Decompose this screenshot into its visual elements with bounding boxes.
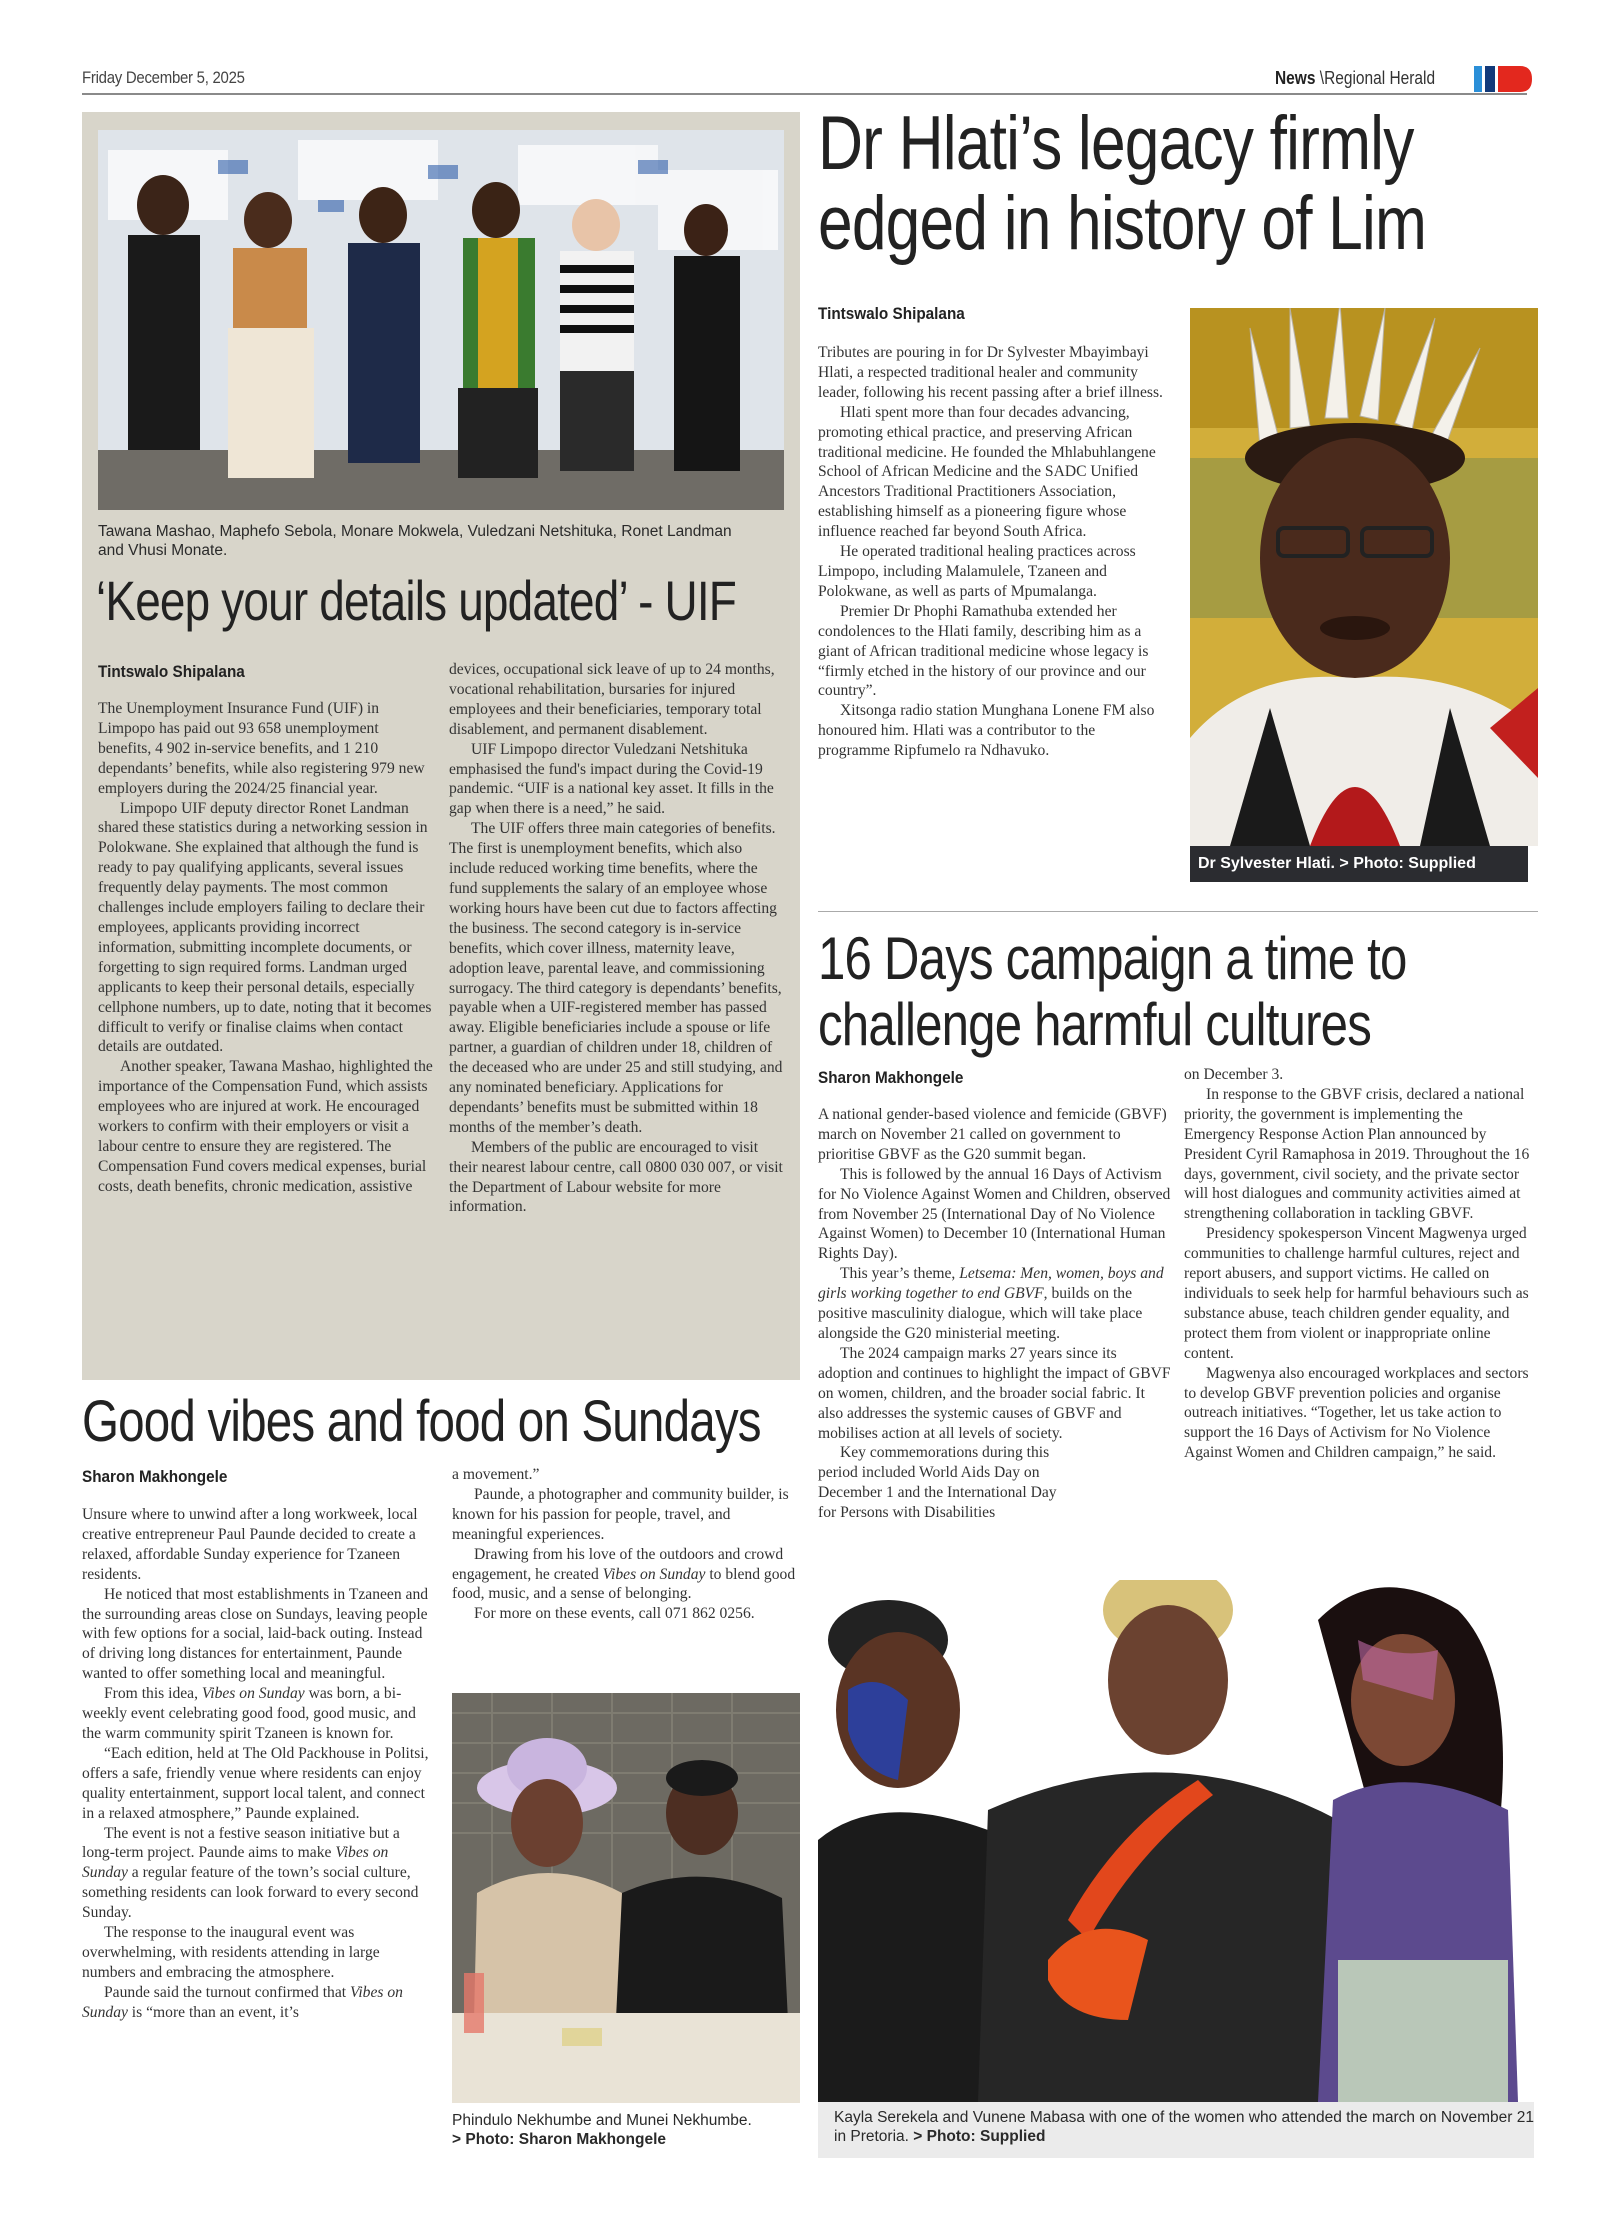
header-rule [82, 93, 1527, 95]
hlati-byline: Tintswalo Shipalana [818, 304, 965, 323]
event-name: Vibes on Sunday [602, 1565, 706, 1583]
days16-body-col1 [818, 1105, 1173, 1523]
uif-paragraph: devices, occupational sick leave of up to 24 months, vocational rehabilitation, bursaries for injured employees and their beneficiaries, temporary total disablement, and permanent disablement. [449, 661, 775, 738]
vibes-paragraph: The response to the inaugural event was overwhelming, with residents attending in large numbers and embracing the atmosphere. [82, 1924, 380, 1981]
hlati-paragraph: Tributes are pouring in for Dr Sylvester Mbayimbayi Hlati, a respected traditional healer and community leader, following his recent passing after a brief illness. [818, 344, 1163, 401]
vibes-paragraph: Paunde, a photographer and community builder, is known for his passion for people, travel, and meaningful experiences. [452, 1485, 789, 1543]
event-name: Vibes on Sunday [201, 1685, 305, 1703]
hlati-portrait-photo [1190, 308, 1538, 846]
section-divider [818, 911, 1538, 912]
uif-body-col1 [98, 699, 433, 1197]
photo-credit: > Photo: Sharon Makhongele [452, 2131, 667, 2148]
event-name: Vibes on Sunday [82, 1844, 389, 1882]
days16-paragraph: In response to the GBVF crisis, declared a national priority, the government is implementing the Emergency Response Action Plan announced by President Cyril Ramaphosa in 2019. Throughout the 16 days, government, civil society, and the private sector will host dialogues and community activities aimed at strengthening collaboration in tackling GBVF. [1184, 1085, 1530, 1223]
days16-paragraph: Magwenya also encouraged workplaces and sectors to develop GBVF prevention policies and organise outreach initiatives. “Together, let us take action to support the 16 Days of Activism for No Violence Against Women and Children campaign,” he said. [1184, 1364, 1529, 1462]
event-name: Vibes on Sunday [82, 1983, 403, 2021]
vibes-headline: Good vibes and food on Sundays [82, 1389, 761, 1454]
hlati-headline-line1: Dr Hlati’s legacy firmly [818, 101, 1414, 186]
vibes-body-col1 [82, 1505, 434, 2023]
days16-headline-line1: 16 Days campaign a time to [818, 925, 1407, 992]
section-name: News [1275, 68, 1316, 88]
uif-photo-caption: Tawana Mashao, Maphefo Sebola, Monare Mokwela, Vuledzani Netshituka, Ronet Landman and Vhusi Monate. [98, 523, 732, 559]
photo-credit: > Photo: Supplied [913, 2128, 1046, 2145]
days16-paragraph: A national gender-based violence and femicide (GBVF) march on November 21 called on government to prioritise GBVF as the G20 summit began. [818, 1106, 1167, 1163]
vibes-paragraph: The event is not a festive season initiative but a long-term project. Paunde aims to make Vibes on Sunday a regular feature of the town’s social culture, something residents can look forward to every second Sunday. [82, 1824, 419, 1922]
hlati-headline [818, 101, 1427, 266]
uif-group-photo [98, 130, 784, 510]
vibes-byline: Sharon Makhongele [82, 1467, 228, 1486]
days16-paragraph: The 2024 campaign marks 27 years since its adoption and continues to highlight the impact of GBVF on women, children, and the broader social fabric. It also addresses the systemic causes of GBVF and mobilises action at all levels of society. [818, 1344, 1171, 1442]
days16-paragraph: on December 3. [1184, 1066, 1284, 1083]
vibes-paragraph: “Each edition, held at The Old Packhouse in Politsi, offers a safe, friendly venue where residents can enjoy quality entertainment, support local talent, and connect in a relaxed atmosphere,” Paunde explained. [82, 1744, 429, 1822]
gbvf-photo-caption: Kayla Serekela and Vunene Mabasa with one of the women who attended the march on November 21 in Pretoria. > Photo: Supplied [818, 2102, 1534, 2158]
campaign-theme: Letsema: Men, women, boys and girls working together to end GBVF [818, 1265, 1164, 1303]
hlati-photo-caption: Dr Sylvester Hlati. > Photo: Supplied [1190, 846, 1528, 882]
hlati-paragraph: He operated traditional healing practices across Limpopo, including Malamulele, Tzaneen and Polokwane, as well as parts of Mpumalanga. [818, 543, 1136, 600]
separator: \ [1319, 68, 1325, 88]
days16-paragraph: This year’s theme, Letsema: Men, women, boys and girls working together to end GBVF, builds on the positive masculinity dialogue, which will take place alongside the G20 ministerial meeting. [818, 1265, 1164, 1342]
uif-paragraph: UIF Limpopo director Vuledzani Netshituka emphasised the fund's impact during the Covid-19 pandemic. “UIF is a national key asset. It fills in the gap when there is a need,” he said. [449, 740, 774, 818]
publication-logo-icon [1474, 66, 1532, 92]
vibes-paragraph: Paunde said the turnout confirmed that Vibes on Sunday is “more than an event, it’s [82, 1983, 403, 2021]
page-date: Friday December 5, 2025 [82, 68, 245, 87]
uif-paragraph: Members of the public are encouraged to visit their nearest labour centre, call 0800 030 007, or visit the Department of Labour website for more information. [449, 1138, 783, 1216]
days16-byline: Sharon Makhongele [818, 1068, 964, 1087]
uif-paragraph: The Unemployment Insurance Fund (UIF) in Limpopo has paid out 93 658 unemployment benefits, 4 902 in-service benefits, and 1 210 dependants’ benefits, while also registering 979 new employers during the 2024/25 financial year. [98, 700, 425, 797]
days16-headline [818, 926, 1407, 1058]
days16-paragraph: Key commemorations during this period included World Aids Day on December 1 and the International Day for Persons with Disabilities [818, 1444, 1057, 1522]
nekhumbe-photo [452, 1693, 800, 2103]
uif-paragraph: Limpopo UIF deputy director Ronet Landman shared these statistics during a networking session in Polokwane. She explained that although the fund is ready to pay qualifying applicants, several issues frequently delay payments. The most common challenges include employers failing to declare their employees, applicants providing incorrect information, submitting incomplete documents, or forgetting to sign required forms. Landman urged applicants to keep their personal details, especially cellphone numbers, up to date, noting that it becomes difficult to verify or finalise claims when contact details are outdated. [98, 799, 432, 1056]
section-label [1275, 68, 1435, 89]
uif-byline: Tintswalo Shipalana [98, 662, 245, 681]
uif-paragraph: The UIF offers three main categories of benefits. The first is unemployment benefits, which also include reduced working time benefits, where the fund supplements the salary of an employee whose working hours have been cut due to factors affecting the business. The second category is in-service benefits, which cover illness, maternity leave, adoption leave, parental leave, and commissioning surrogacy. The third category is dependants’ benefits, payable when a UIF-registered member has passed away. Eligible beneficiaries include a spouse or life partner, a guardian of children under 18, children of the deceased who are under 25 and still studying, and any nominated beneficiary. Applications for dependants’ benefits must be submitted within 18 months of the member’s death. [449, 820, 783, 1136]
hlati-body [818, 343, 1170, 761]
vibes-body-col2 [452, 1465, 802, 1624]
uif-headline: ‘Keep your details updated’ - UIF [96, 569, 736, 632]
hlati-paragraph: Premier Dr Phophi Ramathuba extended her condolences to the Hlati family, describing him as a giant of African traditional medicine whose legacy is “firmly etched in the history of our province and our country”. [818, 602, 1149, 700]
hlati-headline-line2: edged in history of Lim [818, 181, 1427, 266]
hlati-paragraph: Xitsonga radio station Munghana Lonene FM also honoured him. Hlati was a contributor to the programme Ripfumelo ra Ndhavuko. [818, 702, 1155, 760]
gbvf-march-photo [818, 1580, 1536, 2102]
hlati-paragraph: Hlati spent more than four decades advancing, promoting ethical practice, and preserving African traditional medicine. He founded the Mhlabuhlangene School of African Medicine and the SADC Unified Ancestors Traditional Practitioners Association, establishing himself as a pioneering figure whose influence reached far beyond South Africa. [818, 403, 1156, 541]
days16-body-col2 [1184, 1065, 1536, 1463]
vibes-paragraph: For more on these events, call 071 862 0256. [474, 1605, 755, 1623]
vibes-paragraph: a movement.” [452, 1466, 540, 1483]
days16-paragraph: This is followed by the annual 16 Days of Activism for No Violence Against Women and Children, observed from November 25 (International Day of No Violence Against Women) to December 10 (International Human Rights Day). [818, 1165, 1171, 1263]
publication-name: Regional Herald [1324, 68, 1436, 88]
days16-paragraph: Presidency spokesperson Vincent Magwenya urged communities to challenge harmful cultures, reject and report abusers, and support victims. He called on individuals to seek help for harmful behaviours such as substance abuse, teach children gender equality, and protect them from violent or inappropriate online content. [1184, 1225, 1529, 1362]
vibes-paragraph: He noticed that most establishments in Tzaneen and the surrounding areas close on Sundays, leaving people with few options for a social, laid-back outing. Instead of driving long distances for entertainment, Paunde wanted to offer something local and meaningful. [82, 1585, 429, 1683]
vibes-paragraph: Drawing from his love of the outdoors and crowd engagement, he created Vibes on Sunday to blend good food, music, and a sense of belonging. [452, 1545, 796, 1603]
nekhumbe-photo-caption: Phindulo Nekhumbe and Munei Nekhumbe. > Photo: Sharon Makhongele [452, 2112, 752, 2148]
uif-paragraph: Another speaker, Tawana Mashao, highlighted the importance of the Compensation Fund, which assists employees who are injured at work. He encouraged workers to confirm with their employers or visit a labour centre to ensure they are registered. The Compensation Fund covers medical expenses, burial costs, death benefits, chronic medication, assistive [98, 1058, 433, 1195]
vibes-paragraph: From this idea, Vibes on Sunday was born, a bi-weekly event celebrating good food, good music, and the warm community spirit Tzaneen is known for. [82, 1685, 416, 1742]
vibes-paragraph: Unsure where to unwind after a long workweek, local creative entrepreneur Paul Paunde decided to create a relaxed, affordable Sunday experience for Tzaneen residents. [82, 1506, 418, 1583]
uif-body-col2 [449, 660, 787, 1217]
days16-headline-line2: challenge harmful cultures [818, 991, 1371, 1058]
